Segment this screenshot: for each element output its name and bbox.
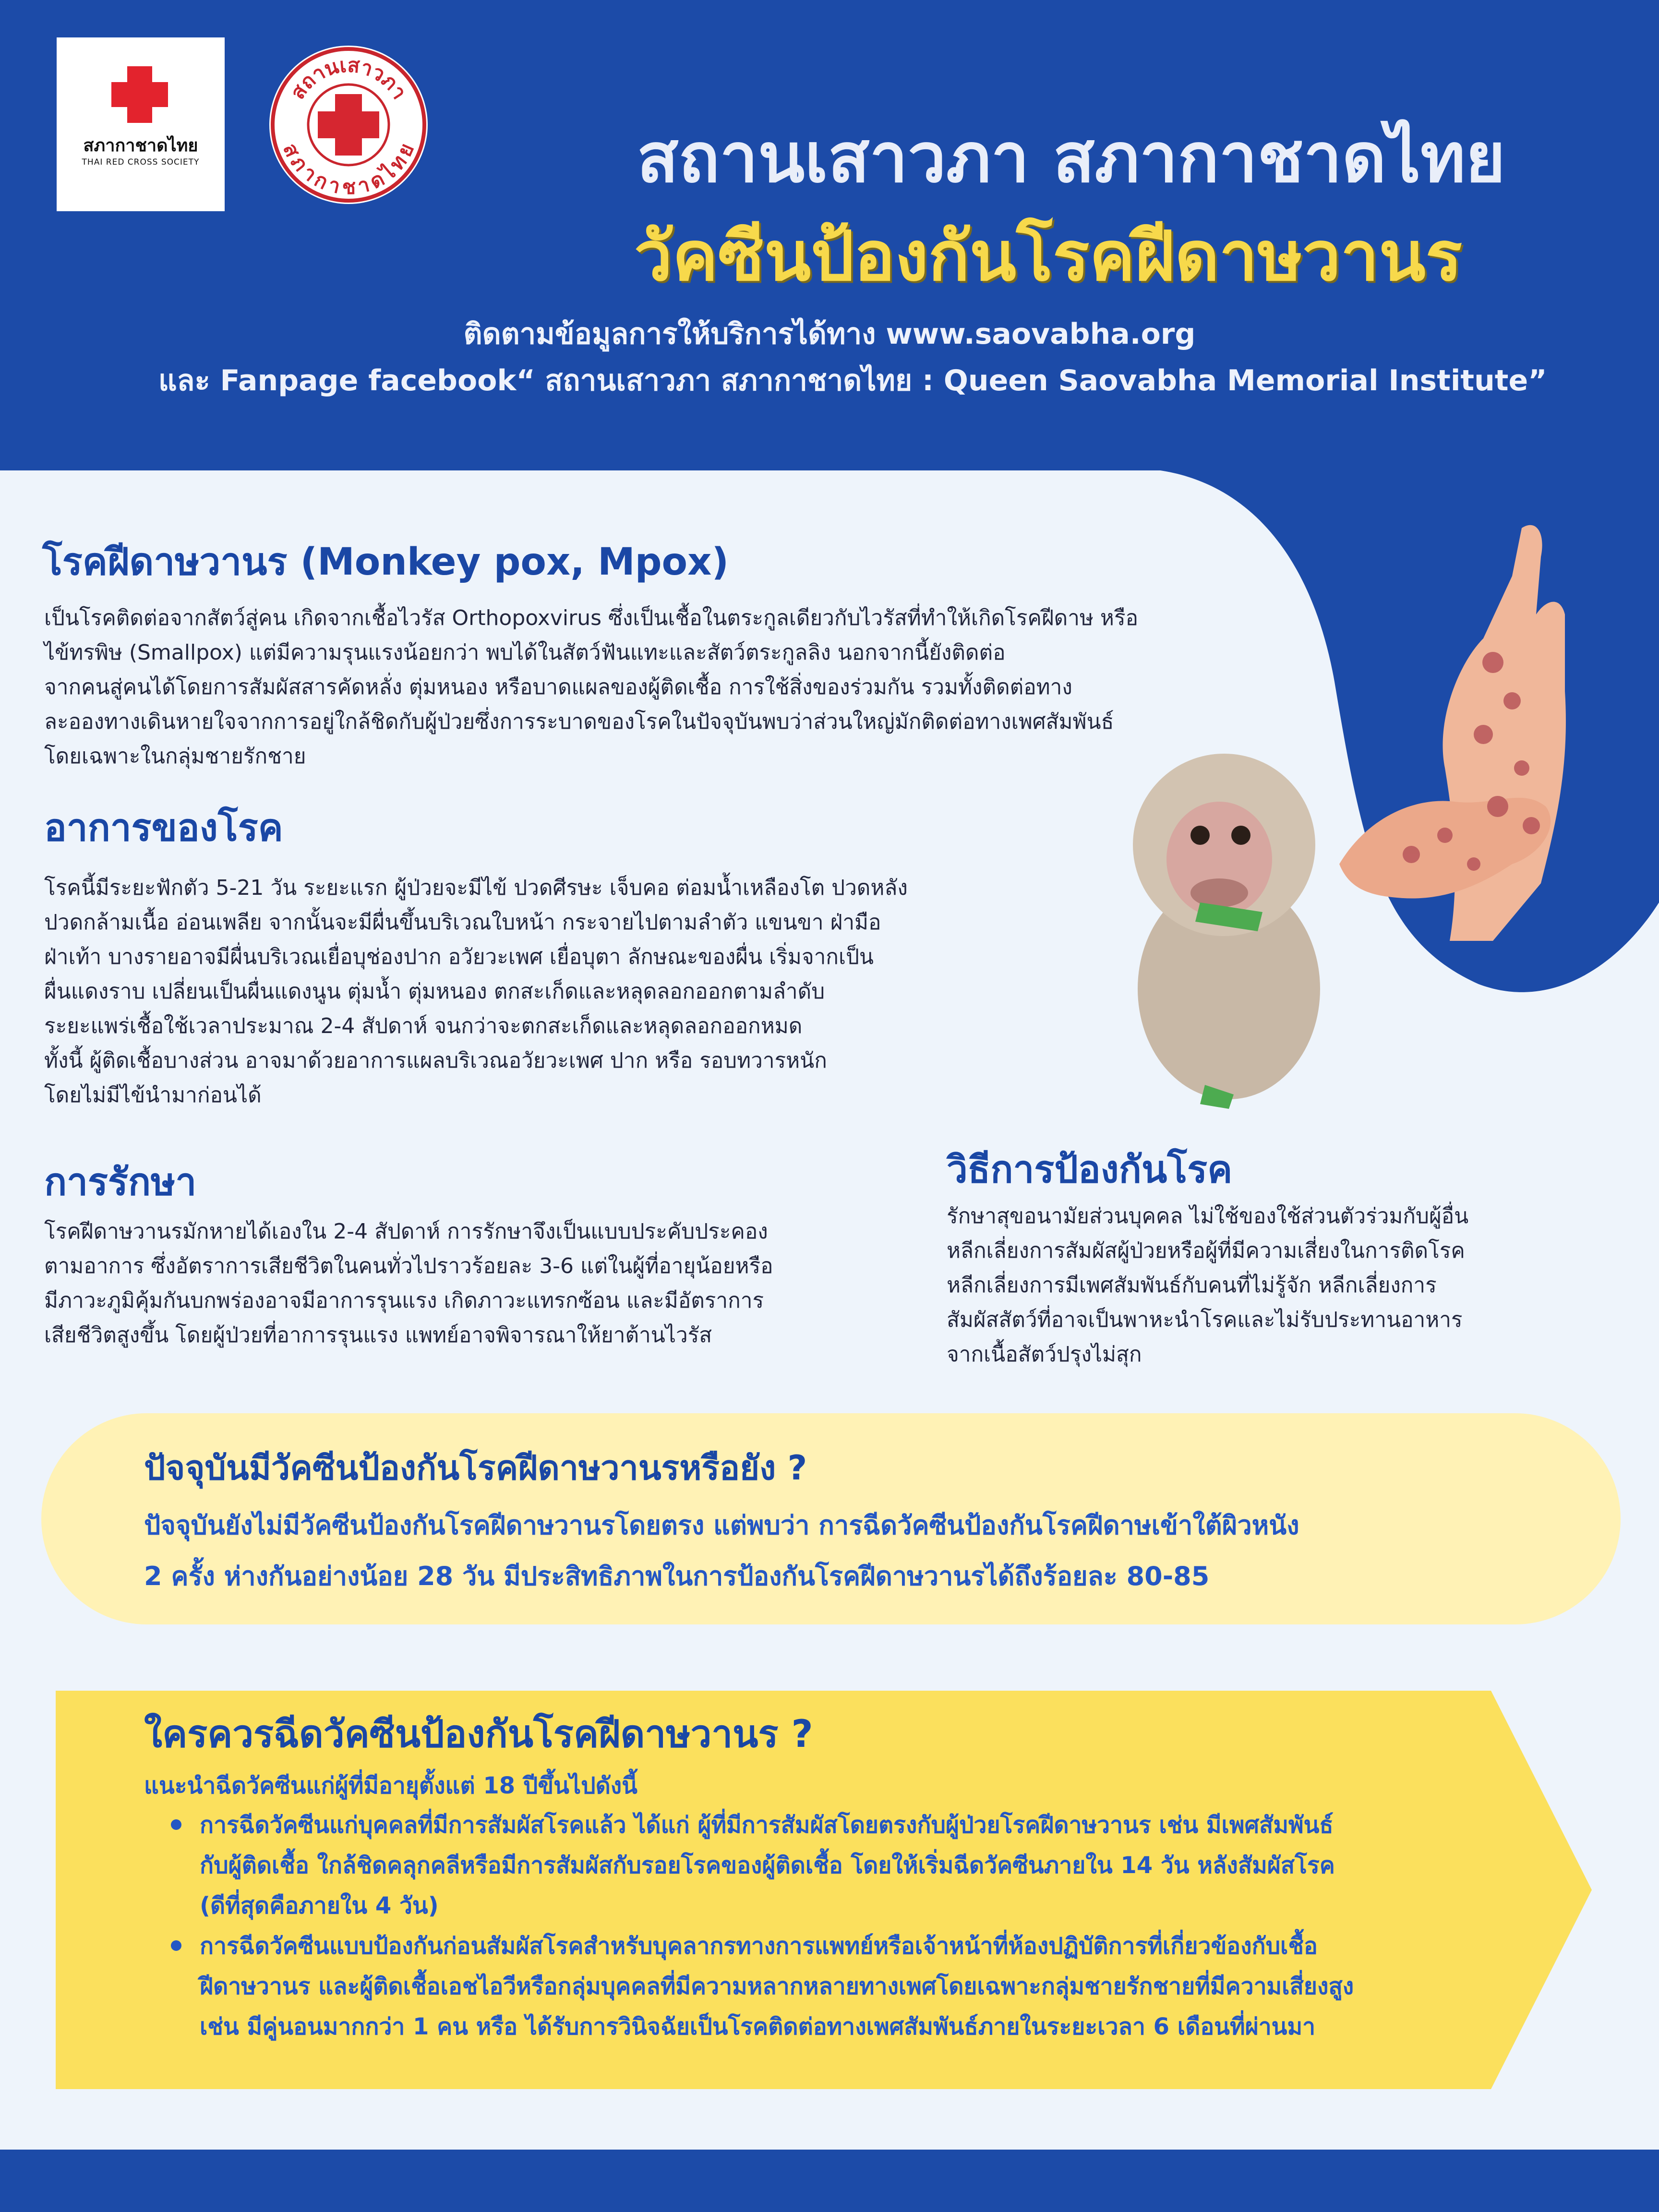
- vaccine-question-answer: ปัจจุบันยังไม่มีวัคซีนป้องกันโรคฝีดาษวานรโดยตรง แต่พบว่า การฉีดวัคซีนป้องกันโรคฝีดาษเข้าใต้ผิวหนัง 2 ครั้ง ห่างกันอย่างน้อย 28 วัน มีประสิทธิภาพในการป้องกันโรคฝีดาษวานรได้ถึงร้อยละ 80-85: [144, 1510, 1299, 1591]
- logo-name-en: THAI RED CROSS SOCIETY: [82, 157, 200, 167]
- seal-top-text: สถานเสาวภา: [285, 53, 412, 104]
- about-paragraph: เป็นโรคติดต่อจากสัตว์สู่คน เกิดจากเชื้อไวรัส Orthopoxvirus ซึ่งเป็นเชื้อในตระกูลเดียวกับไวรัสที่ทำให้เกิดโรคฝีดาษ หรือ ไข้ทรพิษ (Smallpox) แต่มีความรุนแรงน้อยกว่า พบได้ในสัตว์ฟันแทะและสัตว์ตระกูลลิง นอกจากนี้ยังติดต่อ จากคนสู่คนได้โดยการสัมผัสสารคัดหลั่ง ตุ่มหนอง หรือบาดแผลของผู้ติดเชื้อ การใช้สิ่งของร่วมกัน รวมทั้งติดต่อทาง ละอองทางเดินหายใจจากการอยู่ใกล้ชิดกับผู้ป่วยซึ่งการระบาดของโรคในปัจจุบันพบว่าส่วนใหญ่มักติดต่อทางเพศสัมพันธ์ โดยเฉพาะในกลุ่มชายรักชาย: [44, 606, 1138, 769]
- bullet-icon: [171, 1819, 181, 1830]
- follow-facebook-text: และ Fanpage facebook“ สถานเสาวภา สภากาชาดไทย : Queen Saovabha Memorial Institute”: [158, 364, 1547, 397]
- bullet-icon: [171, 1940, 181, 1951]
- hands-with-rash-photo: [1339, 518, 1608, 941]
- who-list: [171, 1805, 1354, 2047]
- page-subtitle: วัคซีนป้องกันโรคฝีดาษวานร: [634, 217, 1462, 296]
- who-heading: ใครควรฉีดวัคซีนป้องกันโรคฝีดาษวานร ?: [144, 1713, 813, 1756]
- about-heading: โรคฝีดาษวานร (Monkey pox, Mpox): [42, 541, 729, 584]
- treatment-heading: การรักษา: [44, 1161, 197, 1204]
- vaccine-question-heading: ปัจจุบันมีวัคซีนป้องกันโรคฝีดาษวานรหรือยัง ?: [144, 1448, 807, 1488]
- follow-website-text: ติดตามข้อมูลการให้บริการได้ทาง www.saovabha.org: [463, 317, 1196, 351]
- prevention-paragraph: รักษาสุขอนามัยส่วนบุคคล ไม่ใช้ของใช้ส่วนตัวร่วมกับผู้อื่น หลีกเลี่ยงการสัมผัสผู้ป่วยหรือผู้ที่มีความเสี่ยงในการติดโรค หลีกเลี่ยงการมีเพศสัมพันธ์กับคนที่ไม่รู้จัก หลีกเลี่ยงการ สัมผัสสัตว์ที่อาจเป็นพาหะนำโรคและไม่รับประทานอาหาร จากเนื้อสัตว์ปรุงไม่สุก: [947, 1204, 1469, 1367]
- page-title: สถานเสาวภา สภากาชาดไทย: [637, 119, 1505, 198]
- list-item: การฉีดวัคซีนแก่บุคคลที่มีการสัมผัสโรคแล้ว ได้แก่ ผู้ที่มีการสัมผัสโดยตรงกับผู้ป่วยโรคฝีดาษวานร เช่น มีเพศสัมพันธ์ กับผู้ติดเชื้อ ใกล้ชิดคลุกคลีหรือมีการสัมผัสกับรอยโรคของผู้ติดเชื้อ โดยให้เริ่มฉีดวัคซีนภายใน 14 วัน หลังสัมผัสโรค (ดีที่สุดคือภายใน 4 วัน): [171, 1805, 1354, 1926]
- saovabha-seal-logo: [267, 43, 430, 206]
- prevention-heading: วิธีการป้องกันโรค: [947, 1148, 1233, 1191]
- list-item: การฉีดวัคซีนแบบป้องกันก่อนสัมผัสโรคสำหรับบุคลากรทางการแพทย์หรือเจ้าหน้าที่ห้องปฏิบัติการที่เกี่ยวข้องกับเชื้อ ฝีดาษวานร และผู้ติดเชื้อเอชไอวีหรือกลุ่มบุคคลที่มีความหลากหลายทางเพศโดยเฉพาะกลุ่มชายรักชายที่มีความเสี่ยงสูง เช่น มีคู่นอนมากกว่า 1 คน หรือ ได้รับการวินิจฉัยเป็นโรคติดต่อทางเพศสัมพันธ์ภายในระยะเวลา 6 เดือนที่ผ่านมา: [171, 1926, 1354, 2047]
- baby-monkey-photo: [1104, 720, 1354, 1114]
- who-intro: แนะนำฉีดวัคซีนแก่ผู้ที่มีอายุตั้งแต่ 18 ปีขึ้นไปดังนี้: [144, 1772, 637, 1799]
- symptoms-paragraph: โรคนี้มีระยะฟักตัว 5-21 วัน ระยะแรก ผู้ป่วยจะมีไข้ ปวดศีรษะ เจ็บคอ ต่อมน้ำเหลืองโต ปวดหลัง ปวดกล้ามเนื้อ อ่อนเพลีย จากนั้นจะมีผื่นขึ้นบริเวณใบหน้า กระจายไปตามลำตัว แขนขา ฝ่ามือ ฝ่าเท้า บางรายอาจมีผื่นบริเวณเยื่อบุช่องปาก อวัยวะเพศ เยื่อบุตา ลักษณะของผื่น เริ่มจากเป็น ผื่นแดงราบ เปลี่ยนเป็นผื่นแดงนูน ตุ่มน้ำ ตุ่มหนอง ตกสะเก็ดและหลุดลอกออกตามลำดับ ระยะแพร่เชื้อใช้เวลาประมาณ 2-4 สัปดาห์ จนกว่าจะตกสะเก็ดและหลุดลอกออกหมด ทั้งนี้ ผู้ติดเชื้อบางส่วน อาจมาด้วยอาการแผลบริเวณอวัยวะเพศ ปาก หรือ รอบทวารหนัก โดยไม่มีไข้นำมาก่อนได้: [44, 876, 908, 1107]
- logo-name-th: สภากาชาดไทย: [83, 136, 198, 156]
- treatment-paragraph: โรคฝีดาษวานรมักหายได้เองใน 2-4 สัปดาห์ การรักษาจึงเป็นแบบประคับประคอง ตามอาการ ซึ่งอัตราการเสียชีวิตในคนทั่วไปราวร้อยละ 3-6 แต่ในผู้ที่อายุน้อยหรือ มีภาวะภูมิคุ้มกันบกพร่องอาจมีอาการรุนแรง เกิดภาวะแทรกซ้อน และมีอัตราการ เสียชีวิตสูงขึ้น โดยผู้ป่วยที่อาการรุนแรง แพทย์อาจพิจารณาให้ยาต้านไวรัส: [44, 1219, 773, 1347]
- footer-bar: [0, 2150, 1659, 2212]
- seal-bottom-text: สภากาชาดไทย: [278, 139, 419, 199]
- symptoms-heading: อาการของโรค: [44, 806, 283, 850]
- thai-red-cross-logo: [57, 37, 225, 211]
